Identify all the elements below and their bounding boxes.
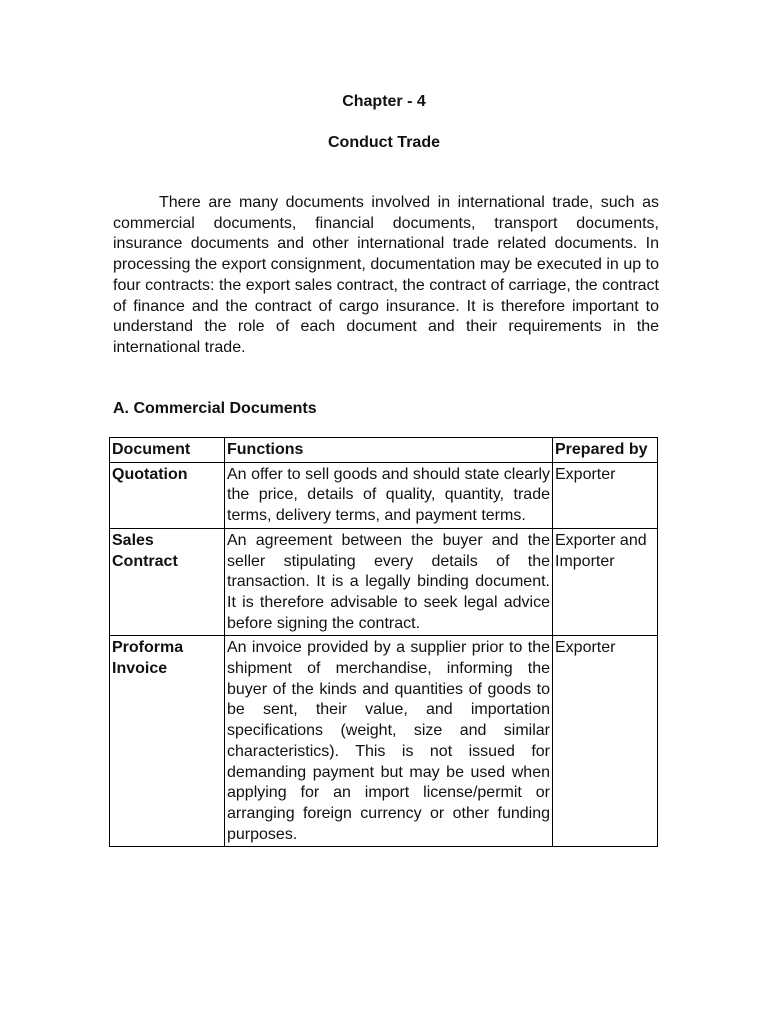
row-prepared-by: Exporter	[553, 636, 658, 847]
commercial-documents-table	[109, 437, 658, 847]
row-functions: An offer to sell goods and should state clearly the price, details of quality, quantity, trade terms, delivery terms, and payment terms.	[225, 462, 553, 528]
header-document: Document	[110, 438, 225, 463]
row-document: Quotation	[110, 462, 225, 528]
table-header-row	[110, 438, 658, 463]
row-functions: An invoice provided by a supplier prior to the shipment of merchandise, informing the buyer of the kinds and quantities of goods to be sent, their value, and importation specifications (weight, size and similar characteristics). This is not issued for demanding payment but may be used when applying for an import license/permit or arranging foreign currency or other funding purposes.	[225, 636, 553, 847]
section-heading: A. Commercial Documents	[113, 400, 317, 417]
row-document: Proforma Invoice	[110, 636, 225, 847]
intro-paragraph: There are many documents involved in international trade, such as commercial documents, financial documents, transport documents, insurance documents and other international trade related documents. In processing the export consignment, documentation may be executed in up to four contracts: the export sales contract, the contract of carriage, the contract of finance and the contract of cargo insurance. It is therefore important to understand the role of each document and their requirements in the international trade.	[113, 194, 659, 356]
table-row	[110, 636, 658, 847]
row-prepared-by: Exporter	[553, 462, 658, 528]
chapter-number: Chapter - 4	[342, 93, 426, 110]
table-row	[110, 462, 658, 528]
header-functions: Functions	[225, 438, 553, 463]
row-functions: An agreement between the buyer and the seller stipulating every details of the transaction. It is a legally binding document. It is therefore advisable to seek legal advice before signing the contract.	[225, 528, 553, 636]
row-prepared-by: Exporter and Importer	[553, 528, 658, 636]
table-row	[110, 528, 658, 636]
header-prepared-by: Prepared by	[553, 438, 658, 463]
chapter-title: Conduct Trade	[327, 134, 440, 151]
row-document: Sales Contract	[110, 528, 225, 636]
